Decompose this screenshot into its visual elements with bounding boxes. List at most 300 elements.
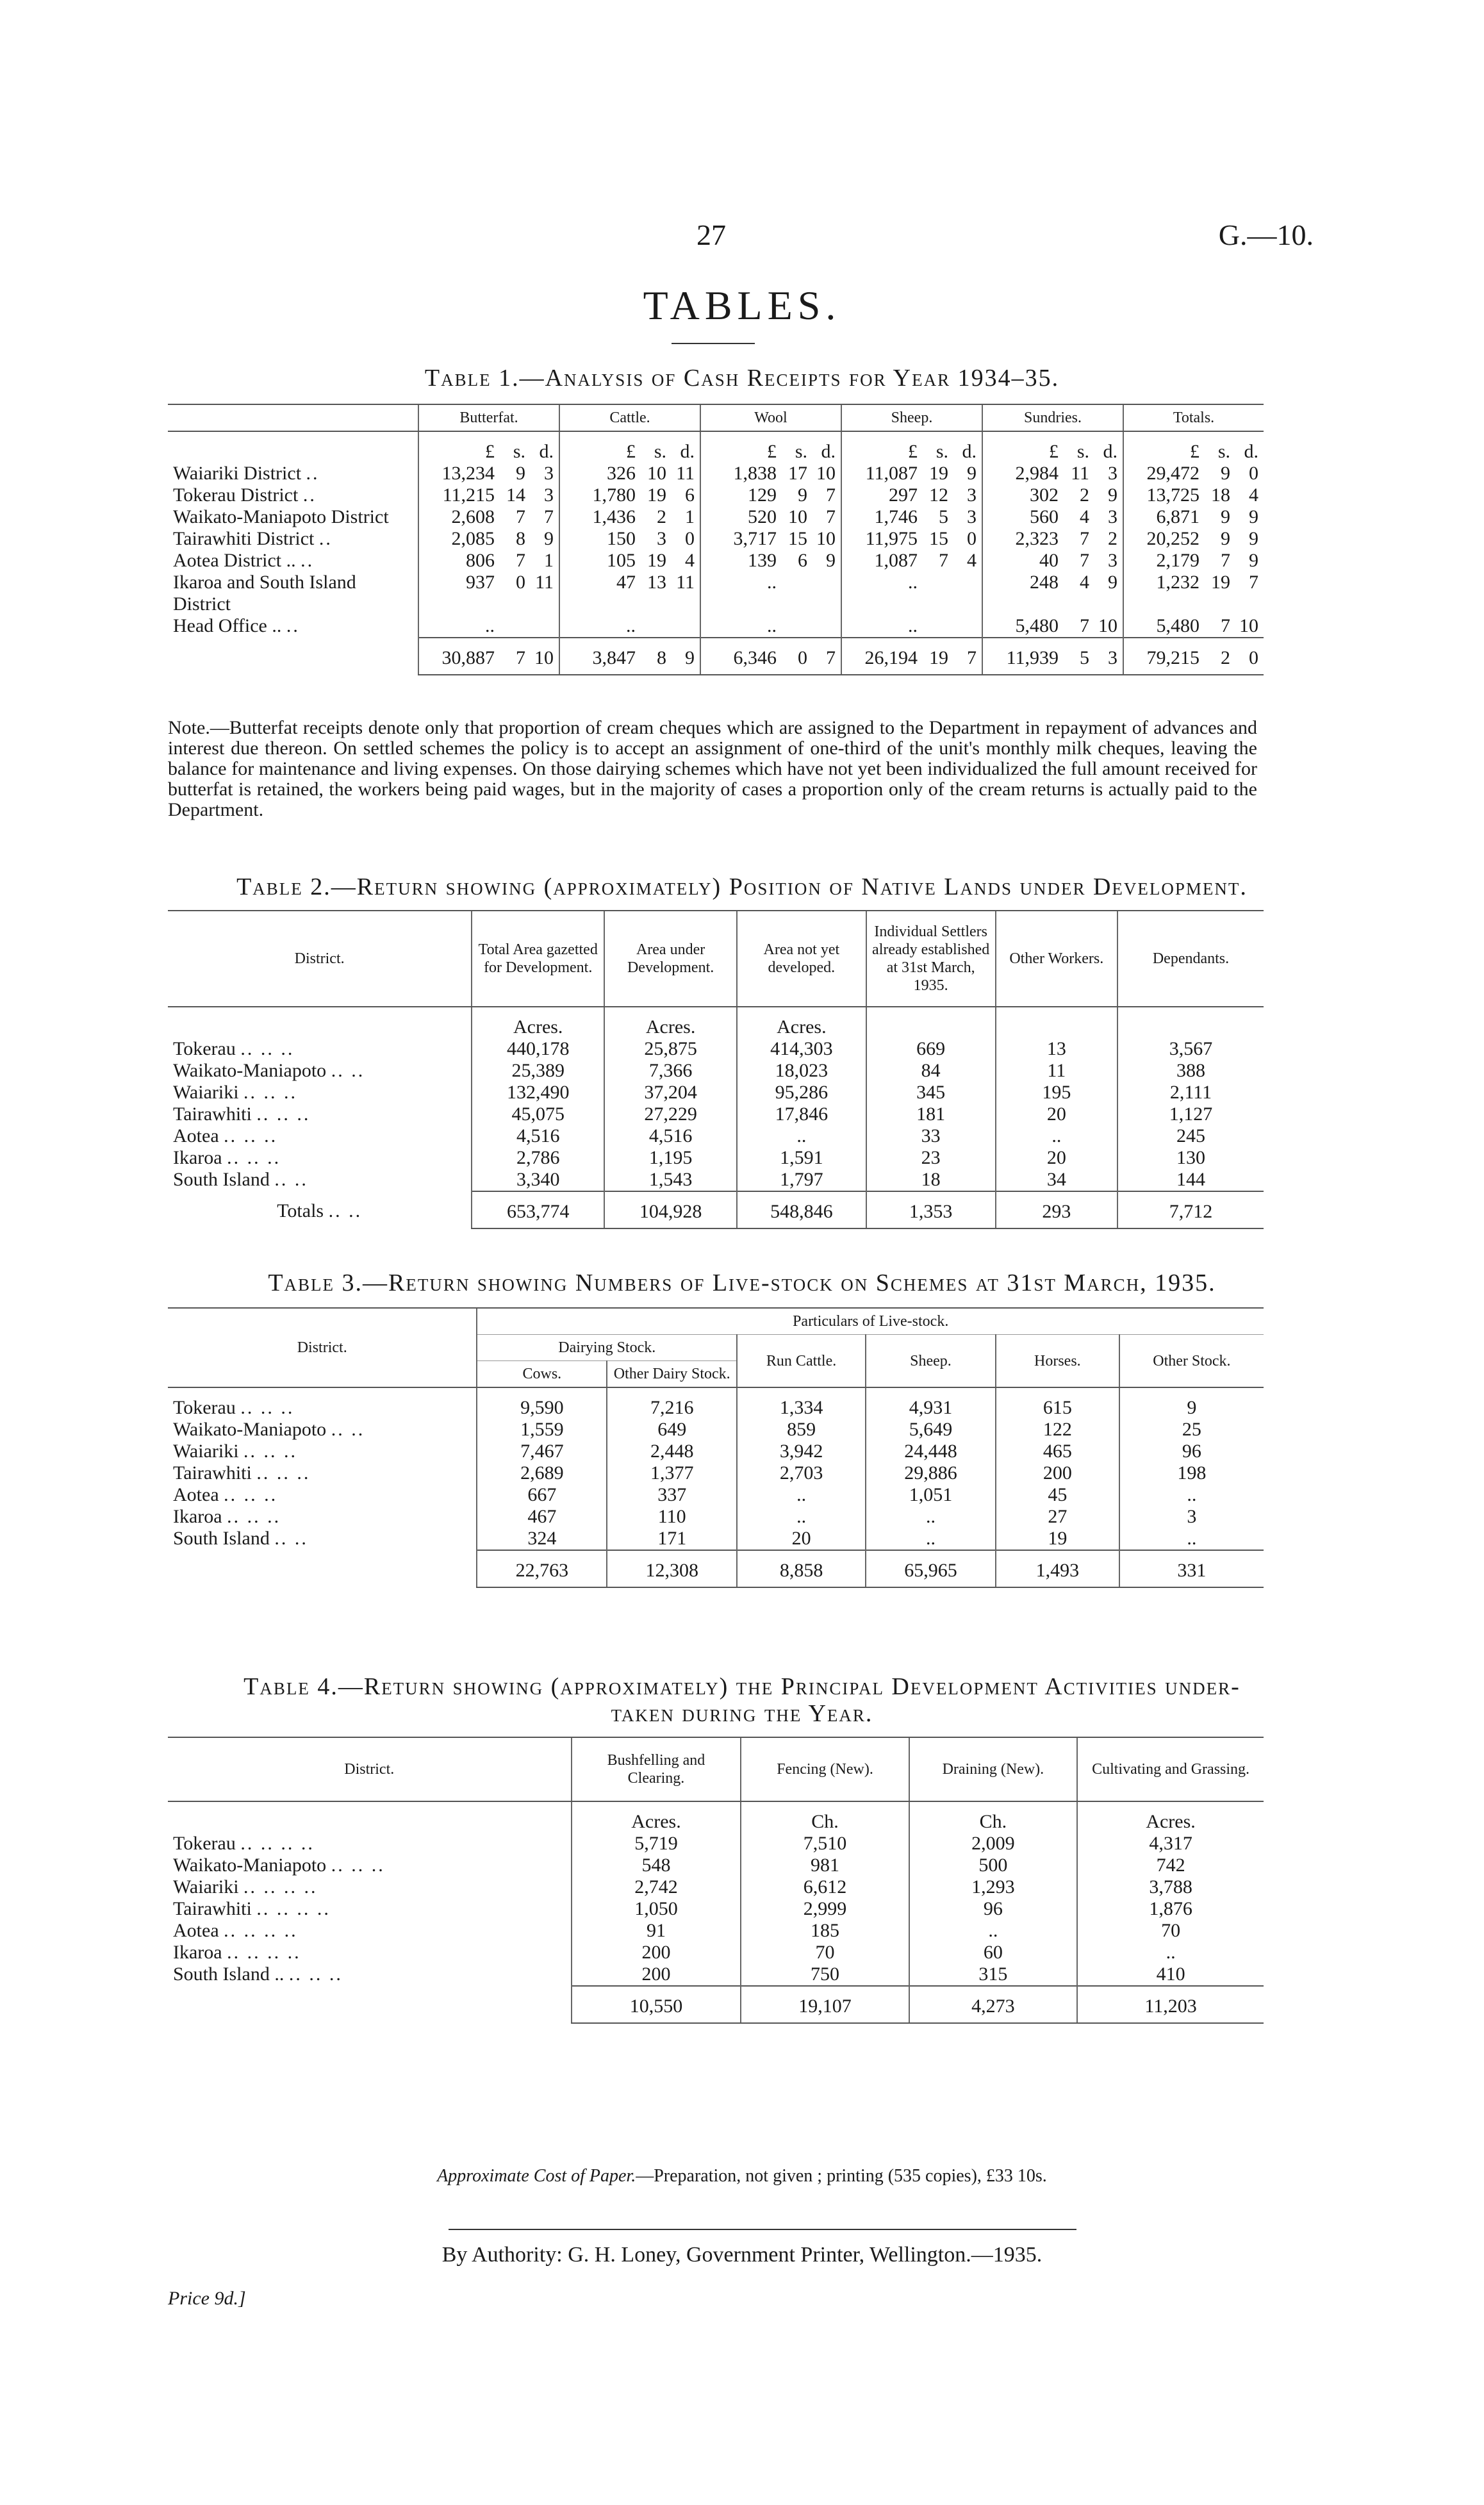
pounds: 11,215 xyxy=(442,484,495,506)
unit-pounds: £ xyxy=(1049,441,1059,462)
table-row xyxy=(168,1082,1264,1104)
money-cell xyxy=(1123,615,1264,638)
table-row xyxy=(168,615,1264,638)
table1-col-header: Butterfat. xyxy=(418,404,559,431)
table1-unit-row xyxy=(168,431,1264,463)
shillings: 7 xyxy=(1080,528,1089,549)
district-cell xyxy=(168,506,418,528)
table-cell: 1,334 xyxy=(737,1387,866,1419)
totals-label xyxy=(168,1550,477,1587)
table-cell: 23 xyxy=(866,1147,996,1169)
unit-pence: d. xyxy=(1244,441,1258,462)
unit-cell xyxy=(982,431,1123,463)
money-value xyxy=(424,463,554,484)
pounds: 129 xyxy=(748,484,777,506)
table-cell: 2,999 xyxy=(741,1898,909,1920)
table-cell: 27 xyxy=(996,1506,1119,1528)
pence: 4 xyxy=(685,550,695,571)
money-value xyxy=(424,550,554,572)
leader-dots: .. .. .. xyxy=(331,1855,385,1876)
money-value xyxy=(424,615,554,637)
unit-cell xyxy=(1117,1007,1264,1038)
district-cell xyxy=(168,1441,477,1462)
table-cell: 60 xyxy=(909,1942,1077,1963)
money-value xyxy=(565,615,695,637)
unit-pounds: £ xyxy=(485,441,495,462)
pence: 7 xyxy=(826,647,836,668)
district-name: Tairawhiti xyxy=(173,1462,252,1484)
district-cell xyxy=(168,1147,472,1169)
table-row xyxy=(168,1038,1264,1060)
table-cell: 7,366 xyxy=(604,1060,737,1082)
pence: 3 xyxy=(1108,647,1117,668)
pounds: 2,984 xyxy=(1015,463,1059,484)
total-cell: 293 xyxy=(996,1191,1117,1228)
leader-dots: .. xyxy=(306,463,320,484)
shillings: 7 xyxy=(516,550,525,571)
table-cell: .. xyxy=(909,1920,1077,1942)
money-value xyxy=(424,528,554,550)
pence: 9 xyxy=(1108,572,1117,593)
pounds: .. xyxy=(485,615,495,636)
table4-caption-line1: Table 4.—Return showing (approximately) the Principal Development Activities under- xyxy=(243,1673,1241,1700)
table-cell: 19 xyxy=(996,1528,1119,1550)
table-cell: 1,591 xyxy=(737,1147,866,1169)
table-cell: 195 xyxy=(996,1082,1117,1104)
money-value xyxy=(424,572,554,593)
pounds: 326 xyxy=(607,463,636,484)
table-cell: 3,942 xyxy=(737,1441,866,1462)
pence: 3 xyxy=(1108,463,1117,484)
pounds: 139 xyxy=(748,550,777,571)
district-name: Tokerau District xyxy=(173,484,299,506)
unit-cell xyxy=(1123,431,1264,463)
shillings: 11 xyxy=(1071,463,1089,484)
money-cell xyxy=(559,528,700,550)
table-cell: 669 xyxy=(866,1038,996,1060)
unit-pence: d. xyxy=(539,441,554,462)
pence: 7 xyxy=(967,647,977,668)
pounds: 79,215 xyxy=(1146,647,1200,668)
table-cell: 45 xyxy=(996,1484,1119,1506)
leader-dots: .. .. .. xyxy=(240,1397,295,1418)
unit-shillings: s. xyxy=(1217,441,1230,462)
table-cell: 1,543 xyxy=(604,1169,737,1191)
shillings: 8 xyxy=(516,528,525,549)
table4-unit-row xyxy=(168,1801,1264,1833)
table-cell: 2,703 xyxy=(737,1462,866,1484)
table-cell: 410 xyxy=(1077,1963,1264,1986)
district-name: Waiariki xyxy=(173,1876,239,1897)
money-value xyxy=(847,463,977,484)
table-cell: 1,559 xyxy=(477,1419,607,1441)
table-cell: 245 xyxy=(1117,1125,1264,1147)
shillings: 19 xyxy=(929,463,948,484)
shillings: 4 xyxy=(1080,506,1089,527)
district-name: Tairawhiti xyxy=(173,1898,252,1919)
table-cell: 25,875 xyxy=(604,1038,737,1060)
money-value xyxy=(1129,550,1258,572)
money-cell xyxy=(982,484,1123,506)
table-cell: 500 xyxy=(909,1855,1077,1876)
money-value xyxy=(424,484,554,506)
money-cell xyxy=(982,506,1123,528)
table-cell: 24,448 xyxy=(866,1441,996,1462)
pence: 9 xyxy=(1108,484,1117,506)
table-cell: 3,788 xyxy=(1077,1876,1264,1898)
pence: 3 xyxy=(544,463,554,484)
unit-shillings: s. xyxy=(936,441,948,462)
money-cell xyxy=(700,638,841,675)
table-cell: 2,786 xyxy=(472,1147,604,1169)
table-cell: 200 xyxy=(572,1942,741,1963)
money-value xyxy=(565,550,695,572)
total-cell: 4,273 xyxy=(909,1986,1077,2023)
shillings: 7 xyxy=(516,647,525,668)
table-cell: 20 xyxy=(996,1147,1117,1169)
shillings: 8 xyxy=(657,647,666,668)
pence: 6 xyxy=(685,484,695,506)
table4-col-header: Fencing (New). xyxy=(741,1737,909,1801)
district-cell xyxy=(168,1833,572,1855)
pounds: .. xyxy=(767,572,777,593)
table-cell: 345 xyxy=(866,1082,996,1104)
leader-dots: .. .. .. xyxy=(243,1082,298,1103)
money-cell xyxy=(1123,528,1264,550)
table2-col-header: District. xyxy=(168,911,472,1007)
unit-shillings: s. xyxy=(795,441,807,462)
table1 xyxy=(168,404,1264,675)
table-cell: 981 xyxy=(741,1855,909,1876)
table-cell: .. xyxy=(1119,1484,1264,1506)
table-cell: 859 xyxy=(737,1419,866,1441)
district-cell xyxy=(168,1169,472,1191)
pounds: 3,847 xyxy=(592,647,636,668)
district-cell xyxy=(168,1082,472,1104)
pence: 7 xyxy=(826,506,836,527)
pence: 0 xyxy=(685,528,695,549)
pounds: 806 xyxy=(466,550,495,571)
table1-caption: Table 1.—Analysis of Cash Receipts for Year 1934–35. xyxy=(424,365,1060,392)
table4-col-header: Draining (New). xyxy=(909,1737,1077,1801)
pounds: 560 xyxy=(1030,506,1059,527)
money-cell xyxy=(559,463,700,484)
money-value xyxy=(847,572,977,593)
leader-dots: .. .. .. xyxy=(227,1506,281,1527)
district-cell xyxy=(168,1125,472,1147)
pence: 9 xyxy=(826,550,836,571)
table-cell: 667 xyxy=(477,1484,607,1506)
shillings: 9 xyxy=(516,463,525,484)
pence: 0 xyxy=(1249,647,1258,668)
district-name: Ikaroa xyxy=(173,1942,222,1963)
table-cell: 1,050 xyxy=(572,1898,741,1920)
table-cell: 4,931 xyxy=(866,1387,996,1419)
shillings: 17 xyxy=(788,463,807,484)
pence: 0 xyxy=(1249,463,1258,484)
pounds: 40 xyxy=(1039,550,1059,571)
table-cell: 96 xyxy=(1119,1441,1264,1462)
money-value xyxy=(706,572,836,593)
table-row xyxy=(168,463,1264,484)
money-cell xyxy=(559,572,700,615)
leader-dots: .. .. .. xyxy=(227,1147,281,1168)
pence: 1 xyxy=(544,550,554,571)
money-cell xyxy=(700,615,841,638)
pounds: 20,252 xyxy=(1146,528,1200,549)
pence: 9 xyxy=(685,647,695,668)
money-cell xyxy=(700,484,841,506)
table-row xyxy=(168,1419,1264,1441)
table-cell: 1,377 xyxy=(607,1462,737,1484)
table-row xyxy=(168,1920,1264,1942)
district-name: Head Office .. xyxy=(173,615,282,636)
pence: 3 xyxy=(967,506,977,527)
money-value xyxy=(706,550,836,572)
pounds: 1,838 xyxy=(733,463,777,484)
money-cell xyxy=(700,528,841,550)
district-name: Waiariki District xyxy=(173,463,302,484)
unit-cell: Acres. xyxy=(572,1801,741,1833)
pounds: 6,346 xyxy=(733,647,777,668)
money-cell xyxy=(700,572,841,615)
district-name: Ikaroa and South Island District xyxy=(173,572,356,615)
pounds: 29,472 xyxy=(1146,463,1200,484)
pounds: 2,323 xyxy=(1015,528,1059,549)
money-cell xyxy=(700,463,841,484)
table3-col-header: District. xyxy=(168,1308,477,1387)
table-cell: 3 xyxy=(1119,1506,1264,1528)
table-cell: 37,204 xyxy=(604,1082,737,1104)
money-value xyxy=(706,484,836,506)
table3-group-header: Particulars of Live-stock. xyxy=(477,1308,1264,1335)
table-row xyxy=(168,1060,1264,1082)
shillings: 9 xyxy=(1221,463,1230,484)
money-cell xyxy=(841,506,982,528)
table1-note: Note.—Butterfat receipts denote only that proportion of cream cheques which are assigned to the Department in repayment of advances and interest due thereon. On settled schemes the policy is to accept an assignment of one-third of the unit's monthly milk cheques, leaving the balance for maintenance and living expenses. On those dairying schemes which have not yet been individualized the full amount received for butterfat is retained, the workers being paid wages, but in the majority of cases a proportion only of the cream returns is actually paid to the Department. xyxy=(168,717,1257,820)
table2-col-header: Individual Settlers already established at 31st March, 1935. xyxy=(866,911,996,1007)
table-cell: 96 xyxy=(909,1898,1077,1920)
pounds: 1,746 xyxy=(874,506,918,527)
table-cell: 95,286 xyxy=(737,1082,866,1104)
money-value xyxy=(847,550,977,572)
money-value xyxy=(847,647,977,669)
district-name: Waikato-Maniapoto xyxy=(173,1060,327,1081)
money-cell xyxy=(982,550,1123,572)
table-row xyxy=(168,506,1264,528)
table1-col-header: Sheep. xyxy=(841,404,982,431)
money-cell xyxy=(841,484,982,506)
table-cell: 3,340 xyxy=(472,1169,604,1191)
district-name: Waikato-Maniapoto xyxy=(173,1855,327,1876)
table-cell: 388 xyxy=(1117,1060,1264,1082)
table2-col-header: Area not yet developed. xyxy=(737,911,866,1007)
pounds: 3,717 xyxy=(733,528,777,549)
money-cell xyxy=(841,638,982,675)
pounds: 1,780 xyxy=(592,484,636,506)
shillings: 19 xyxy=(1211,572,1230,593)
table-cell: 548 xyxy=(572,1855,741,1876)
unit-value xyxy=(847,441,977,463)
pence: 7 xyxy=(826,484,836,506)
money-value xyxy=(706,647,836,669)
table-cell: 414,303 xyxy=(737,1038,866,1060)
unit-pence: d. xyxy=(680,441,695,462)
pence: 10 xyxy=(534,647,554,668)
money-cell xyxy=(841,463,982,484)
table-cell: 20 xyxy=(996,1104,1117,1125)
money-cell xyxy=(1123,484,1264,506)
leader-dots: .. .. .. .. xyxy=(243,1876,318,1897)
table-cell: 130 xyxy=(1117,1147,1264,1169)
table-row xyxy=(168,1462,1264,1484)
table-cell: 1,293 xyxy=(909,1876,1077,1898)
district-name: Waikato-Maniapoto xyxy=(173,1419,327,1440)
money-value xyxy=(988,550,1117,572)
table-row xyxy=(168,1833,1264,1855)
table-cell: 45,075 xyxy=(472,1104,604,1125)
pounds: 11,939 xyxy=(1006,647,1059,668)
shillings: 13 xyxy=(647,572,666,593)
district-cell xyxy=(168,484,418,506)
leader-dots: .. .. xyxy=(331,1419,365,1440)
pounds: 302 xyxy=(1030,484,1059,506)
district-name: Waiariki xyxy=(173,1441,239,1462)
unit-pounds: £ xyxy=(908,441,918,462)
shillings: 15 xyxy=(929,528,948,549)
shillings: 4 xyxy=(1080,572,1089,593)
shillings: 0 xyxy=(516,572,525,593)
money-cell xyxy=(982,638,1123,675)
table-cell: .. xyxy=(737,1125,866,1147)
money-cell xyxy=(841,615,982,638)
table1-col-header: Totals. xyxy=(1123,404,1264,431)
table-cell: 324 xyxy=(477,1528,607,1550)
table-cell: 25,389 xyxy=(472,1060,604,1082)
unit-value xyxy=(1129,441,1258,463)
district-name: Aotea xyxy=(173,1920,219,1941)
shillings: 9 xyxy=(798,484,807,506)
shillings: 7 xyxy=(1080,550,1089,571)
money-value xyxy=(1129,615,1258,637)
table-cell: 750 xyxy=(741,1963,909,1986)
money-cell xyxy=(1123,572,1264,615)
shillings: 10 xyxy=(788,506,807,527)
total-cell: 19,107 xyxy=(741,1986,909,2023)
table-row xyxy=(168,528,1264,550)
table-cell: 33 xyxy=(866,1125,996,1147)
shillings: 19 xyxy=(647,550,666,571)
table-cell: .. xyxy=(1119,1528,1264,1550)
shillings: 10 xyxy=(647,463,666,484)
table3-col-header: Run Cattle. xyxy=(737,1335,866,1388)
money-value xyxy=(424,647,554,669)
money-cell xyxy=(559,484,700,506)
shillings: 7 xyxy=(516,506,525,527)
district-cell xyxy=(168,1038,472,1060)
shillings: 6 xyxy=(798,550,807,571)
table-cell: 84 xyxy=(866,1060,996,1082)
pounds: 2,179 xyxy=(1156,550,1200,571)
table3-col-header: Other Dairy Stock. xyxy=(607,1361,737,1388)
money-value xyxy=(565,528,695,550)
district-name: Ikaroa xyxy=(173,1506,222,1527)
leader-dots: .. .. xyxy=(331,1060,365,1081)
district-cell xyxy=(168,1484,477,1506)
district-cell xyxy=(168,1387,477,1419)
table-row xyxy=(168,1963,1264,1986)
table2-col-header: Other Workers. xyxy=(996,911,1117,1007)
table-cell: 198 xyxy=(1119,1462,1264,1484)
leader-dots: .. xyxy=(301,550,315,571)
table1-col-header: Cattle. xyxy=(559,404,700,431)
totals-label xyxy=(168,1986,572,2023)
totals-label xyxy=(168,1191,472,1228)
pounds: 1,436 xyxy=(592,506,636,527)
leader-dots: .. .. .. .. xyxy=(256,1898,331,1919)
leader-dots: .. .. .. xyxy=(224,1484,278,1505)
table2-unit-row xyxy=(168,1007,1264,1038)
unit-cell: Acres. xyxy=(472,1007,604,1038)
unit-shillings: s. xyxy=(1076,441,1089,462)
district-name: South Island xyxy=(173,1169,270,1190)
district-cell xyxy=(168,1060,472,1082)
table-cell: 200 xyxy=(996,1462,1119,1484)
table-row xyxy=(168,1169,1264,1191)
cost-label: Approximate Cost of Paper. xyxy=(437,2166,636,2186)
district-cell xyxy=(168,528,418,550)
table3-col-header: Horses. xyxy=(996,1335,1119,1388)
district-name: Ikaroa xyxy=(173,1147,222,1168)
table-cell: 110 xyxy=(607,1506,737,1528)
money-value xyxy=(706,528,836,550)
money-cell xyxy=(418,463,559,484)
table-cell: 27,229 xyxy=(604,1104,737,1125)
money-cell xyxy=(700,506,841,528)
pence: 3 xyxy=(544,484,554,506)
pence: 1 xyxy=(685,506,695,527)
shillings: 19 xyxy=(929,647,948,668)
money-value xyxy=(988,506,1117,528)
table-cell: 7,467 xyxy=(477,1441,607,1462)
unit-cell: Acres. xyxy=(737,1007,866,1038)
pence: 7 xyxy=(544,506,554,527)
table2-col-header: Area under Development. xyxy=(604,911,737,1007)
table-cell: 171 xyxy=(607,1528,737,1550)
table-cell: 1,051 xyxy=(866,1484,996,1506)
pence: 10 xyxy=(1239,615,1258,636)
table-cell: 9,590 xyxy=(477,1387,607,1419)
pence: 9 xyxy=(1249,506,1258,527)
shillings: 2 xyxy=(1080,484,1089,506)
pence: 3 xyxy=(967,484,977,506)
money-value xyxy=(706,615,836,637)
total-cell: 1,353 xyxy=(866,1191,996,1228)
table3-caption: Table 3.—Return showing Numbers of Live-stock on Schemes at 31st March, 1935. xyxy=(268,1269,1216,1296)
money-cell xyxy=(559,550,700,572)
table-row xyxy=(168,484,1264,506)
leader-dots: .. xyxy=(286,615,300,636)
table-row xyxy=(168,1147,1264,1169)
cost-of-paper xyxy=(0,2166,1484,2187)
table-cell: 132,490 xyxy=(472,1082,604,1104)
unit-value xyxy=(565,441,695,463)
money-cell xyxy=(700,550,841,572)
pounds: 47 xyxy=(616,572,636,593)
money-cell xyxy=(982,463,1123,484)
pence: 11 xyxy=(676,572,695,593)
table-cell: 465 xyxy=(996,1441,1119,1462)
